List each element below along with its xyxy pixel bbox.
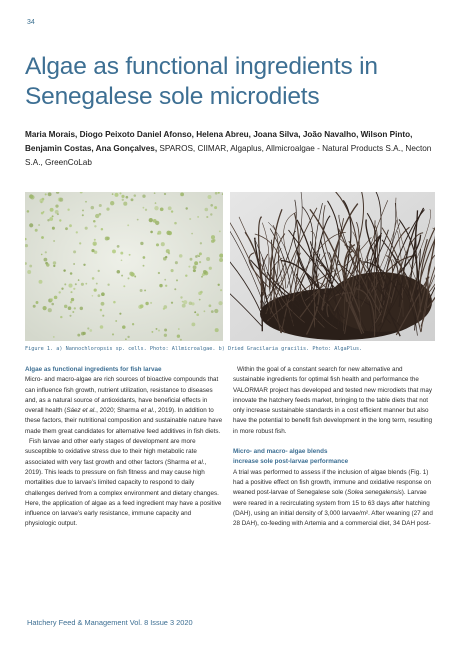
algae-cell [117,245,120,248]
algae-cell [51,303,54,306]
algae-cell [117,270,121,274]
algae-cell [39,199,43,203]
algae-cell [76,231,78,233]
algae-cell [154,192,156,194]
algae-cell [197,216,199,218]
algae-cell [158,272,160,274]
algae-cell [165,285,167,287]
page-number: 34 [27,19,35,26]
algae-cell [43,306,47,310]
algae-cell [201,276,203,278]
algae-cell [185,274,187,276]
algae-cell [101,228,103,230]
algae-cell [209,267,212,270]
algae-cell [100,309,102,311]
article-title: Algae as functional ingredients in Senegalese sole microdiets [25,53,378,110]
algae-cell [101,302,105,306]
algae-cell [83,264,85,266]
algae-cell [53,240,55,242]
algae-cell [218,284,220,286]
algae-cell [134,276,136,278]
algae-cell [41,236,44,239]
algae-cell [45,251,47,253]
algae-cell [101,292,105,296]
left-paragraph-1 [25,375,223,437]
algae-cell [219,231,221,233]
algae-cell [195,255,198,258]
algae-cell [58,291,60,293]
citation: Sáez et al. [66,407,97,415]
algae-cell [68,306,72,310]
algae-cell [39,280,43,284]
algae-cell [99,204,102,207]
algae-cell [137,219,139,221]
algae-cell [106,207,109,210]
algae-cell [151,331,153,333]
algae-cell [50,298,53,301]
algae-cell [85,201,87,203]
algae-cell [82,209,84,211]
algae-cell [164,193,166,195]
algae-cell [132,323,134,325]
algae-cell [130,272,134,276]
algae-cell [52,215,54,217]
algae-cell [49,217,53,221]
algae-cell [119,313,121,315]
algae-cell [64,305,67,308]
algae-cell [119,192,121,194]
algae-cell [140,242,143,245]
algae-cell [190,258,193,261]
algae-cell [55,210,59,214]
algae-cell [121,275,123,277]
algae-cell [180,339,182,341]
algae-cell [204,310,206,312]
algae-cell [53,265,55,267]
algae-cell [78,279,80,281]
algae-cell [215,328,219,332]
algae-cell [177,335,180,338]
algae-cell [182,304,186,308]
algae-cell [183,300,187,304]
algae-cell [77,334,80,337]
algae-cell [112,193,114,195]
algae-cell [157,231,161,235]
algae-cell [38,224,40,226]
algae-cell [43,211,45,213]
algae-cell [210,204,213,207]
algae-cell [110,201,114,205]
algae-cell [81,332,85,336]
algae-cell [189,218,191,220]
journal-footer: Hatchery Feed & Management Vol. 8 Issue 3 2020 [27,618,193,627]
algae-cell [73,263,75,265]
algae-cell [41,254,43,256]
algae-cell [107,284,109,286]
heading-line: Micro- and macro- algae blends [233,448,328,456]
algae-cell [122,199,124,201]
algae-cell [80,307,83,310]
algae-cell [121,195,124,198]
algae-cell [140,289,143,292]
algae-cell [54,296,58,300]
algae-cell [94,288,97,291]
algae-cell [218,301,222,305]
algae-cell [165,256,167,258]
algae-cell [155,221,159,225]
section-heading-algae-functional: Algae as functional ingredients for fish larvae [25,366,162,373]
algae-cell [145,209,147,211]
left-paragraph-2 [25,437,223,530]
algae-cell [198,291,202,295]
algae-cell [70,272,73,275]
algae-cell [98,294,101,297]
algae-cell [164,279,166,281]
algae-cell [44,258,48,262]
algae-cell [214,309,218,313]
algae-cell [87,327,89,329]
species-name: Solea senegalensis [347,489,402,497]
algae-cell [131,198,134,201]
algae-cell [126,196,129,199]
algae-cell [92,277,95,280]
algae-cell [156,243,159,246]
algae-cell [194,261,198,265]
algae-cell [220,289,222,291]
algae-cell [120,252,123,255]
algae-cell [100,325,104,329]
algae-cell [71,298,74,301]
algae-cell [115,320,117,322]
algae-cell [85,283,87,285]
algae-cell [48,308,52,312]
algae-cell [160,207,164,211]
algae-cell [191,233,193,235]
algae-cell [143,207,145,209]
algae-cell [127,336,129,338]
algae-cell [210,213,212,215]
algae-cell [74,307,76,309]
algae-cell [199,299,201,301]
text-run: , 2019). In addition to these factors, their nutritional composition and sustainable nature have made them great candidates for alternative feed additives in fish diets. [25,407,223,435]
nannochloropsis-cells-image [25,192,223,341]
algae-cell [79,242,81,244]
right-column [233,365,435,529]
algae-cell [159,284,162,287]
algae-cell [155,202,157,204]
algae-cell [27,210,30,213]
algae-cell [171,269,174,272]
algae-cell [53,261,56,264]
algae-cell [81,283,84,286]
algae-cell [85,227,88,230]
authors [25,128,435,170]
algae-cell [134,194,137,197]
algae-cell [150,302,152,304]
algae-cell [106,237,109,240]
algae-cell [174,222,177,225]
algae-cell [89,329,92,332]
algae-cell [178,328,180,330]
algae-cell [144,289,146,291]
algae-cell [188,266,190,268]
algae-cell [196,313,199,316]
text-run: ). Larvae were reared in a recirculating system from 15 to 63 days after hatching (DAH), using an initial density of 3,000 larvae/m². After weaning (27 and 28 DAH), co-feeding with Artemia and a commercial diet, 34 DAH post- [233,489,433,528]
algae-cell [98,270,100,272]
figure-caption: Figure 1. a) Nannochloropsis sp. cells. Photo: Allmicroalgae. b) Dried Gracilaria gracilis. Photo: AlgaPlus. [25,346,363,352]
algae-cell [91,249,94,252]
algae-cell [211,235,215,239]
algae-cell [191,322,195,326]
algae-cell [168,252,170,254]
algae-cell [164,329,167,332]
algae-cell [72,311,74,313]
algae-cell [171,302,173,304]
right-paragraph-2 [233,468,435,530]
algae-cell [128,277,130,279]
algae-cell [59,219,61,221]
algae-cell [176,279,178,281]
algae-cell [29,223,33,227]
algae-cell [206,216,208,218]
algae-cell [59,198,63,202]
text-run: A trial was performed to assess if the inclusion of algae blends (Fig. 1) had a positive effect on fish growth, immune and oxidative response on weaned post-larvae of Senegalese sole ( [233,468,432,497]
algae-cell [70,301,72,303]
algae-cell [164,334,167,337]
algae-cell [208,195,212,199]
algae-cell [73,250,76,253]
algae-cell [150,231,153,234]
algae-cell [193,269,196,272]
text-run: Fish larvae and other early stages of development are more susceptible to oxidative stress due to their high metabolic rate associated with very fast growth and other factors (Sharma [25,438,197,466]
algae-cell [60,316,62,318]
algae-cell [209,304,212,307]
algae-cell [166,231,170,235]
left-column [25,365,223,530]
algae-cell [171,210,173,212]
text-run: , 2019). This leads to pressure on fish fitness and may cause high mortalities due to larvae’s limited capacity to respond to daily challenges derived from a complex environment and dietary changes. Here, the application of algae as a feed ingredient may have a positive influence on larvae’s early resistance, immune capacity and physiologic output. [25,458,222,528]
algae-cell [73,288,75,290]
algae-cell [145,302,148,305]
algae-cell [127,224,129,226]
algae-cell [69,224,72,227]
algae-cell [214,206,217,209]
algae-cell [45,193,47,195]
algae-cell [175,261,178,264]
microalgae-photo [25,192,223,341]
algae-cell [96,283,98,285]
algae-cell [94,239,96,241]
algae-cell [205,208,209,212]
algae-cell [200,242,202,244]
algae-cell [161,242,165,246]
algae-cell [113,301,116,304]
algae-cell [154,206,158,210]
algae-cell [142,195,145,198]
algae-cell [75,283,77,285]
algae-cell [158,329,160,331]
algae-cell [68,284,72,288]
algae-cell [156,328,158,330]
algae-cell [123,285,125,287]
algae-cell [125,338,127,340]
algae-cell [199,252,202,255]
algae-cell [27,270,31,274]
algae-cell [52,227,55,230]
algae-cell [112,333,114,335]
algae-cell [140,304,144,308]
right-paragraph-1: Within the goal of a constant search for new alternative and sustainable ingredients for optimal fish health and performance the VALORMAR project has developed and tested new microdiets that may innovate the hatchery feeds market, bringing to the table diets that not only increase sustainable standards in a cost efficient manner but also have the potential to benefit fish development in the long term, resulting in more robust fish. [233,366,433,435]
algae-cell [123,202,127,206]
algae-cell [143,265,145,267]
algae-cell [182,301,184,303]
algae-cell [63,269,65,271]
section-heading-algae-blends [233,447,435,468]
algae-cell [121,259,123,261]
text-run: , 2020; Sharma [96,407,141,415]
algae-cell [185,207,187,209]
algae-cell [53,336,55,338]
algae-cell [180,296,182,298]
citation: et al. [190,458,205,466]
algae-cell [61,288,63,290]
algae-cell [115,193,119,197]
algae-cell [93,220,96,223]
algae-cell [29,265,32,268]
algae-cell [48,192,52,196]
algae-cell [174,288,176,290]
algae-cell [168,206,172,210]
algae-cell [35,229,38,232]
algae-cell [95,214,99,218]
algae-cell [163,308,165,310]
algae-cell [65,227,68,230]
algae-cell [199,261,201,263]
algae-cell [211,310,214,313]
heading-line: increase sole post-larvae performance [233,458,349,466]
algae-cell [206,257,210,261]
algae-cell [36,301,39,304]
algae-cell [143,256,146,259]
algae-cell [82,214,84,216]
algae-cell [102,315,104,317]
algae-cell [91,206,95,210]
algae-cell [211,239,215,243]
text-run: Micro- and macro-algae are rich sources of bioactive compounds that can influence fish growth, nutrient utilization, resistance to diseases and, as a natural source of antioxidants, have beneficial effects in overall health ( [25,376,219,415]
algae-cell [50,208,54,212]
algae-cell [46,263,49,266]
dried-gracilaria-image [230,192,435,341]
algae-cell [219,258,223,262]
author-names: Maria Morais, Diogo Peixoto Daniel Afonso, Helena Abreu, Joana Silva, João Navalho, Wilson Pinto, Benjamin Costas, Ana Gonçalves, [25,130,413,153]
algae-cell [129,254,131,256]
algae-cell [33,305,36,308]
algae-cell [194,311,196,313]
algae-cell [179,254,183,258]
algae-cell [92,295,94,297]
algae-cell [30,195,34,199]
algae-cell [203,270,207,274]
algae-cell [70,291,72,293]
affiliations: SPAROS, CIIMAR, Algaplus, Allmicroalgae - Natural Products S.A., Necton S.A., GreenCoLab [25,144,432,167]
algae-cell [180,193,184,197]
algae-cell [94,225,96,227]
seaweed-photo [230,192,435,341]
algae-cell [122,325,126,329]
algae-cell [149,218,153,222]
algae-cell [67,209,69,211]
algae-cell [55,204,58,207]
algae-cell [64,283,66,285]
algae-cell [112,249,116,253]
algae-cell [189,302,193,306]
citation: et al. [140,407,155,415]
algae-cell [93,242,97,246]
algae-cell [69,315,71,317]
algae-cell [193,265,197,269]
